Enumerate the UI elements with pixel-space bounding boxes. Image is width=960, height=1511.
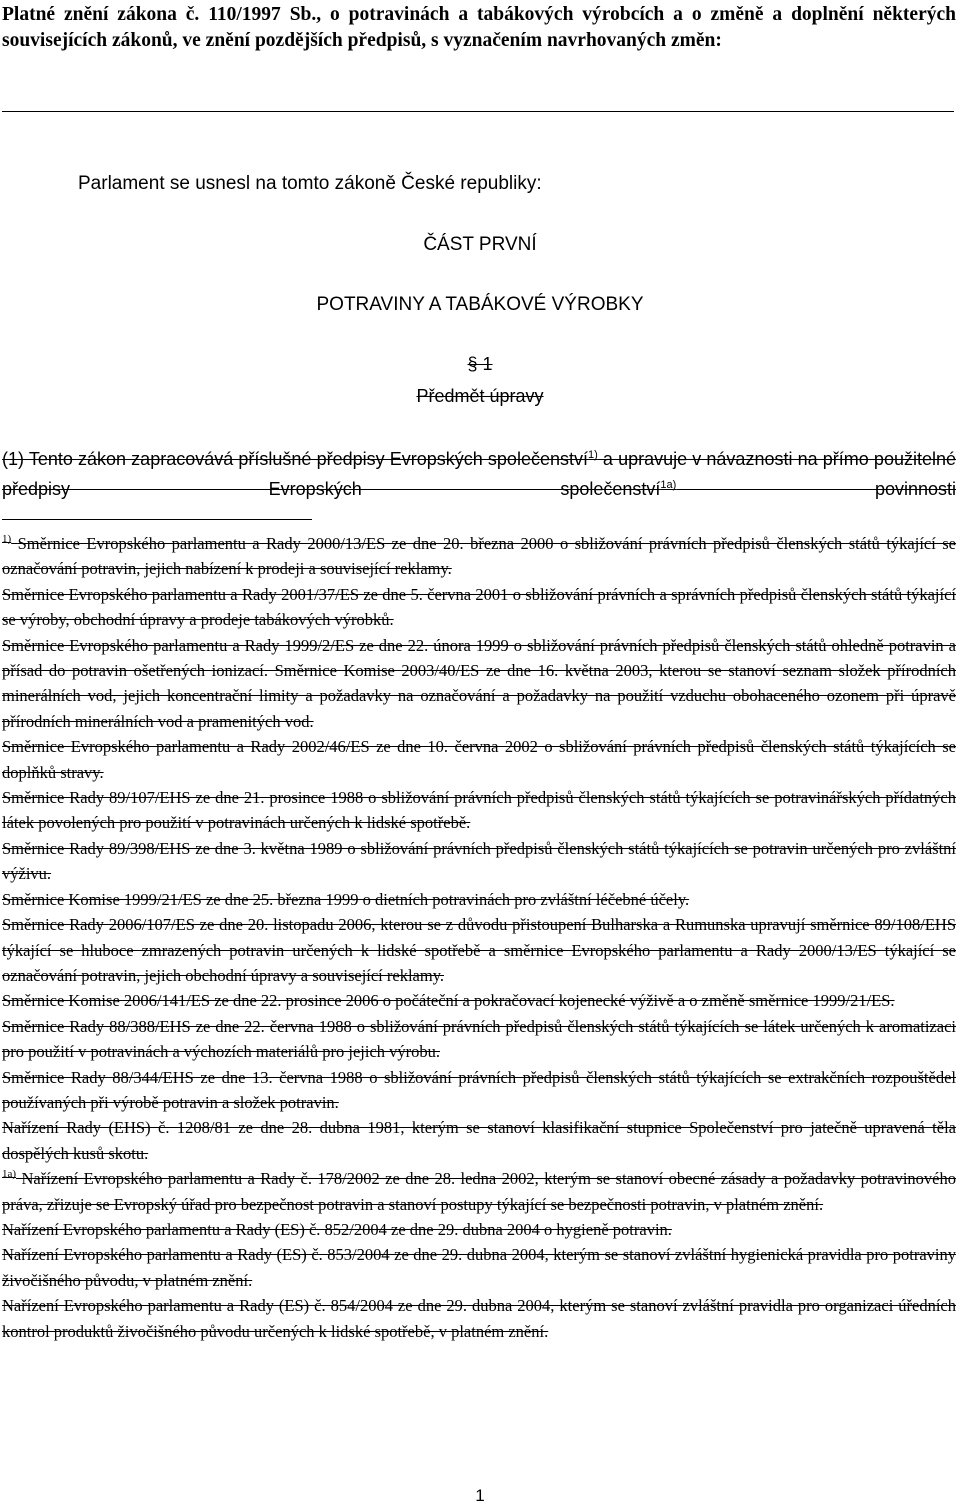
footnote-item: Směrnice Komise 1999/21/ES ze dne 25. března 1999 o dietních potravinách pro zvláštní léčebné účely. <box>2 889 690 909</box>
document-title: Platné znění zákona č. 110/1997 Sb., o potravinách a tabákových výrobcích a o změně a doplnění některých souvisejících zákonů, ve znění pozdějších předpisů, s vyznačením navrhovaných změn: <box>2 4 956 51</box>
section-number: § 1 <box>467 354 493 374</box>
footnote-ref-1: 1) <box>587 449 598 461</box>
page-number: 1 <box>475 1486 485 1505</box>
part-title: ČÁST PRVNÍ <box>423 234 537 255</box>
footnote-item: Nařízení Rady (EHS) č. 1208/81 ze dne 28. dubna 1981, kterým se stanoví klasifikační stupnice Společenství pro jatečně upravená těla dospělých kusů skotu. <box>2 1118 956 1163</box>
footnote-item: Směrnice Evropského parlamentu a Rady 2001/37/ES ze dne 5. června 2001 o sbližování právních a správních předpisů členských států týkající se výroby, obchodní úpravy a prodeje tabákových výrobků. <box>2 584 956 630</box>
footnote-item: Směrnice Rady 89/107/EHS ze dne 21. prosince 1988 o sbližování právních předpisů členských států týkajících se potravinářských přídatných látek povolených pro použití v potravinách určených k lidské spotřebě. <box>2 788 956 833</box>
part-subtitle: POTRAVINY A TABÁKOVÉ VÝROBKY <box>316 294 644 315</box>
footnote-item: Nařízení Evropského parlamentu a Rady (ES) č. 854/2004 ze dne 29. dubna 2004, kterým se stanoví zvláštní pravidla pro organizaci úředních kontrol produktů živočišného původu určených k lidské spotřebě, v platném znění. <box>2 1296 956 1341</box>
footnote-divider <box>2 519 312 520</box>
preamble: Parlament se usnesl na tomto zákoně České republiky: <box>78 173 542 194</box>
section-paragraph-1 <box>2 444 956 504</box>
paragraph-text-c: povinnosti <box>676 479 957 499</box>
footnote-text: Nařízení Evropského parlamentu a Rady č. 178/2002 ze dne 28. ledna 2002, kterým se stanoví obecné zásady a požadavky potravinového práva, zřizuje se Evropský úřad pro bezpečnost potravin a stanoví postupy týkající se bezpečnosti potravin, v platném znění. <box>2 1169 956 1214</box>
footnote-item: Nařízení Evropského parlamentu a Rady (ES) č. 853/2004 ze dne 29. dubna 2004, kterým se stanoví zvláštní hygienická pravidla pro potraviny živočišného původu, v platném znění. <box>2 1245 956 1290</box>
footnote-item: Nařízení Evropského parlamentu a Rady (ES) č. 852/2004 ze dne 29. dubna 2004 o hygieně potravin. <box>2 1219 672 1239</box>
footnote-item: Směrnice Rady 88/344/EHS ze dne 13. června 1988 o sbližování právních předpisů členských států týkajících se extrakčních rozpouštědel používaných při výrobě potravin a složek potravin. <box>2 1067 956 1112</box>
paragraph-text-a: (1) Tento zákon zapracovává příslušné předpisy Evropských společenství <box>2 449 588 469</box>
footnote-item: Směrnice Rady 89/398/EHS ze dne 3. května 1989 o sbližování právních předpisů členských států týkajících se potravin určených pro zvláštní výživu. <box>2 838 956 884</box>
footnote-marker-1: 1) <box>2 533 12 545</box>
section-title: Předmět úpravy <box>416 386 544 406</box>
footnote-item: Směrnice Rady 2006/107/ES ze dne 20. listopadu 2006, kterou se z důvodu přistoupení Bulharska a Rumunska upravují směrnice 89/108/EHS týkající se hluboce zmrazených potravin určených k lidské spotřebě a směrnice Evropského parlamentu a Rady 2000/13/ES týkající se označování potravin, jejich obchodní úpravy a související reklamy. <box>2 915 956 985</box>
footnote-text: Směrnice Evropského parlamentu a Rady 2000/13/ES ze dne 20. března 2000 o sbližování právních předpisů členských států týkající se označování potravin, jejich nabízení k prodeji a související reklamy. <box>2 534 956 579</box>
footnote-ref-1a: 1a) <box>660 479 677 491</box>
footnote-item: Směrnice Evropského parlamentu a Rady 1999/2/ES ze dne 22. února 1999 o sbližování právních předpisů členských států ohledně potravin a přísad do potravin ošetřených ionizací. Směrnice Komise 2003/40/ES ze dne 16. května 2003, kterou se stanoví seznam složek přírodních minerálních vod, jejich koncentrační limity a požadavky na označování a požadavky na použití vzduchu obohaceného ozonem při úpravě přírodních minerálních vod a pramenitých vod. <box>2 635 956 731</box>
footnotes <box>2 531 956 1344</box>
footnote-item <box>2 531 956 582</box>
paragraph-text-b: a upravuje v návaznosti na přímo použitelné předpisy Evropských společenství <box>2 449 956 499</box>
footnote-item: Směrnice Evropského parlamentu a Rady 2002/46/ES ze dne 10. června 2002 o sbližování právních předpisů členských států týkajících se doplňků stravy. <box>2 737 956 782</box>
footnote-item <box>2 1166 956 1217</box>
footnote-item: Směrnice Komise 2006/141/ES ze dne 22. prosince 2006 o počáteční a pokračovací kojenecké výživě a o změně směrnice 1999/21/ES. <box>2 991 895 1011</box>
footnote-marker-1a: 1a) <box>2 1168 17 1181</box>
header-divider <box>2 111 954 112</box>
footnote-item: Směrnice Rady 88/388/EHS ze dne 22. června 1988 o sbližování právních předpisů členských států týkajících se látek určených k aromatizaci pro použití v potravinách a výchozích materiálů pro jejich výrobu. <box>2 1016 956 1062</box>
